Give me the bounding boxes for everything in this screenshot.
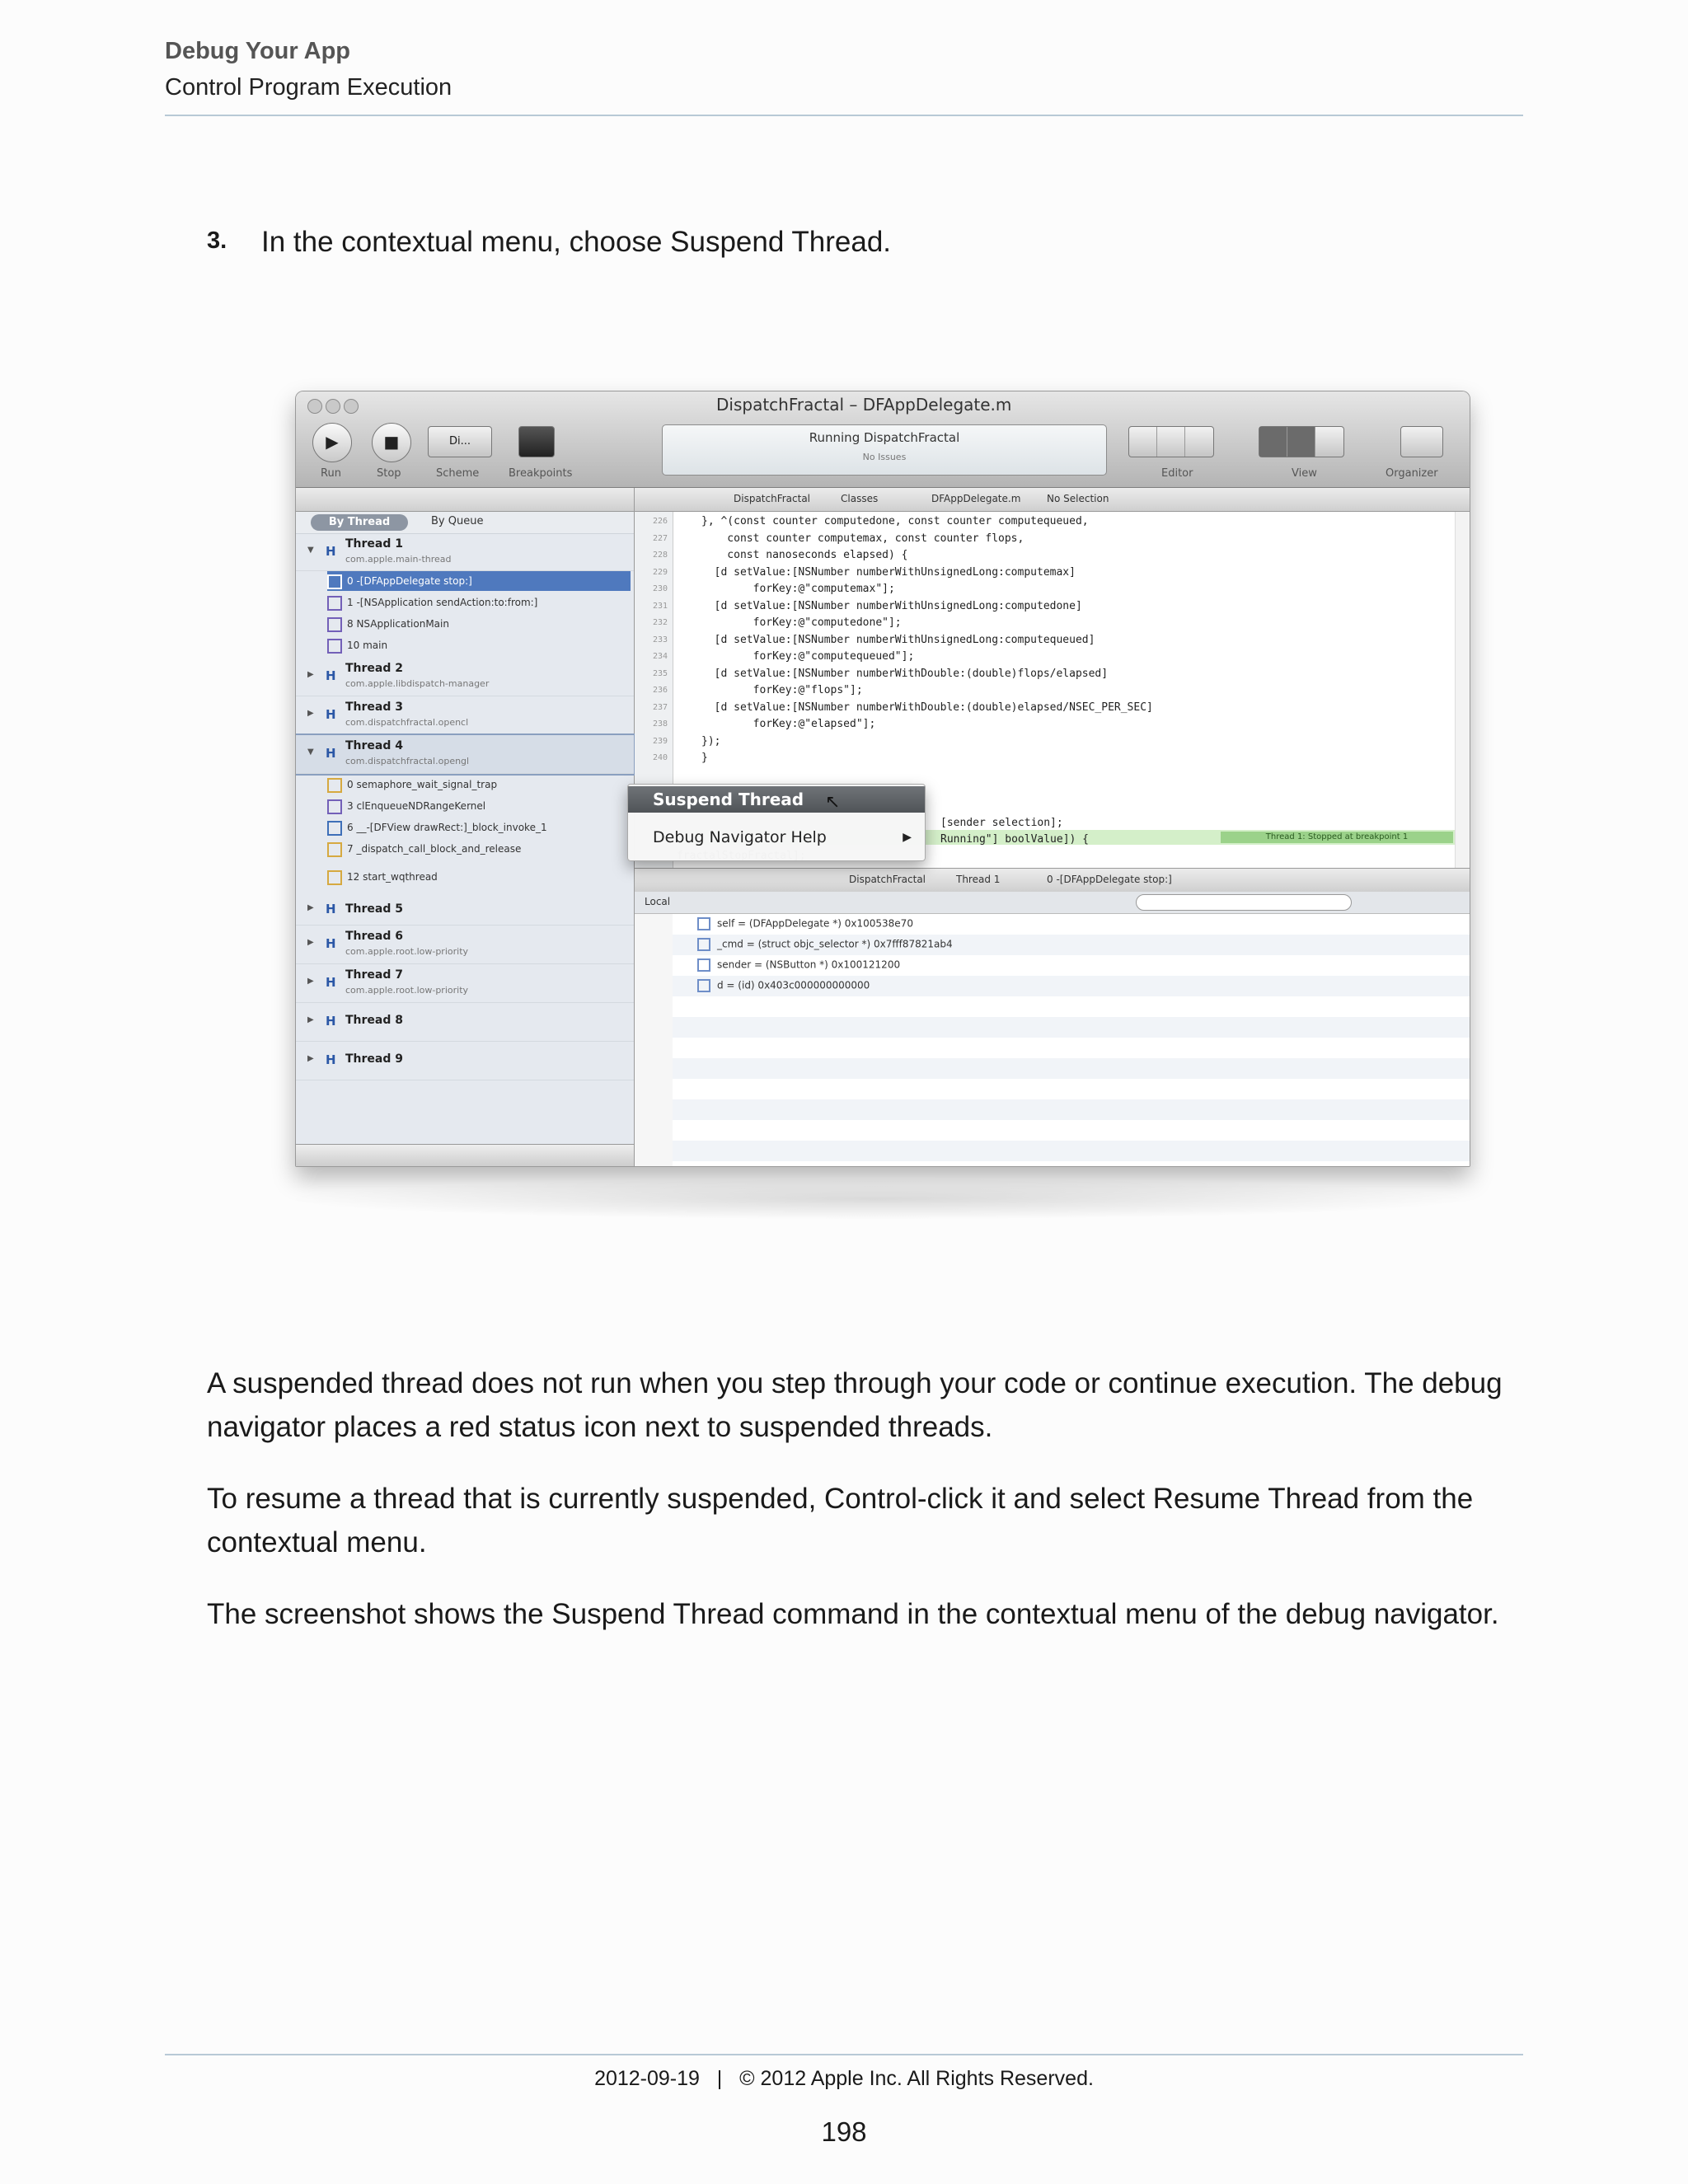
variable-row: d = (id) 0x403c000000000000 [697, 979, 870, 992]
line-number: 238 [652, 719, 668, 729]
breakpoint-status-tag: Thread 1: Stopped at breakpoint 1 [1221, 832, 1453, 843]
thread-row: ▶ H Thread 6 com.apple.root.low-priority [296, 926, 634, 964]
code-line: [d setValue:[NSNumber numberWithUnsignedLong:computedone] [701, 599, 1082, 612]
scheme-label: Scheme [436, 467, 480, 480]
thread-icon: H [326, 936, 336, 951]
thread-row: ▶ H Thread 2 com.apple.libdispatch-manager [296, 658, 634, 696]
line-number: 237 [652, 702, 668, 712]
breakpoints-icon [518, 426, 555, 457]
step-number: 3. [207, 227, 227, 254]
editor-scrollbar [1455, 512, 1470, 868]
code-line: forKey:@"flops"]; [701, 684, 863, 696]
debug-navigator [296, 488, 635, 1166]
code-line: forKey:@"elapsed"]; [701, 718, 876, 730]
thread-queue: com.apple.main-thread [345, 554, 452, 565]
stack-frame: 1 -[NSApplication sendAction:to:from:] [327, 593, 631, 612]
running-header-title: Debug Your App [165, 38, 351, 64]
thread-icon: H [326, 902, 336, 916]
footer-copyright: © 2012 Apple Inc. All Rights Reserved. [739, 2067, 1094, 2090]
line-number: 232 [652, 618, 668, 627]
stack-frame: 0 semaphore_wait_signal_trap [327, 775, 631, 794]
code-line: [d setValue:[NSNumber numberWithUnsignedLong:computemax] [701, 565, 1076, 579]
thread-icon: H [326, 707, 336, 722]
breakpoints-label: Breakpoints [509, 467, 573, 480]
stack-frame: 6 __-[DFView drawRect:]_block_invoke_1 [327, 818, 631, 837]
variable-row: _cmd = (struct objc_selector *) 0x7fff87821ab4 [697, 938, 953, 951]
line-number: 231 [652, 601, 668, 611]
step-text: In the contextual menu, choose Suspend Thread. [261, 226, 892, 258]
running-header-subtitle: Control Program Execution [165, 74, 452, 101]
line-number: 228 [652, 551, 668, 560]
line-number: 234 [652, 652, 668, 661]
line-number: 227 [652, 533, 668, 543]
stack-frame: 8 NSApplicationMain [327, 614, 631, 634]
line-number: 235 [652, 668, 668, 678]
editor-segmented-control [1128, 426, 1214, 457]
code-line: }, ^(const counter computedone, const counter computequeued, [701, 515, 1089, 527]
thread-icon: H [326, 668, 336, 683]
by-queue-toggle: By Queue [431, 515, 484, 527]
footer-separator: | [716, 2067, 723, 2090]
activity-status: Running DispatchFractal [809, 430, 960, 445]
variables-scope: Local [645, 896, 671, 907]
organizer-icon [1400, 426, 1443, 457]
thread-row: ▶ H Thread 9 [296, 1042, 634, 1080]
line-number: 239 [652, 736, 668, 746]
navigator-filter-bar [296, 512, 634, 534]
scheme-popup: Di... [428, 426, 492, 457]
figure-shadow [280, 1179, 1475, 1220]
line-number: 233 [652, 635, 668, 644]
code-line: } [701, 752, 708, 764]
code-line: [sender selection]; [940, 817, 1063, 829]
header-rule [165, 115, 1523, 116]
code-line: const nanoseconds elapsed) { [701, 549, 908, 561]
submenu-arrow-icon: ▶ [903, 831, 912, 844]
variables-search-field [1136, 894, 1352, 911]
thread-icon: H [326, 1052, 336, 1067]
disclosure-triangle-icon: ▼ [307, 546, 314, 555]
footer [0, 2067, 1688, 2091]
window-toolbar [296, 391, 1470, 488]
code-line: [d setValue:[NSNumber numberWithDouble:(double)elapsed/NSEC_PER_SEC] [701, 701, 1153, 714]
page-number: 198 [821, 2116, 867, 2147]
xcode-window-screenshot [295, 391, 1470, 1167]
footer-date: 2012-09-19 [594, 2067, 700, 2090]
thread-icon: H [326, 1014, 336, 1029]
variables-view-bar [635, 892, 1470, 914]
thread-icon: H [326, 544, 336, 559]
code-line: }); [701, 734, 721, 748]
by-thread-toggle: By Thread [311, 514, 408, 531]
zoom-light [344, 399, 359, 414]
code-line: forKey:@"computedone"]; [701, 616, 902, 629]
code-line: [d setValue:[NSNumber numberWithUnsignedLong:computequeued] [701, 633, 1095, 646]
stop-icon: ■ [372, 423, 411, 462]
line-number: 236 [652, 686, 668, 695]
view-label: View [1292, 467, 1317, 480]
variable-row: sender = (NSButton *) 0x100121200 [697, 958, 900, 972]
jump-bar: DispatchFractal Classes DFAppDelegate.m No Selection [635, 488, 1470, 512]
navigator-tab-bar [296, 488, 634, 512]
thread-icon: H [326, 746, 336, 761]
stack-frame: 12 start_wqthread [327, 867, 631, 887]
variable-row: self = (DFAppDelegate *) 0x100538e70 [697, 917, 913, 930]
footer-rule [165, 2054, 1523, 2055]
organizer-label: Organizer [1386, 467, 1438, 480]
debug-bar: DispatchFractal Thread 1 0 -[DFAppDelegate stop:] [635, 868, 1470, 893]
thread-row: ▶ H Thread 5 [296, 895, 634, 926]
stack-frame: 3 clEnqueueNDRangeKernel [327, 796, 631, 816]
close-light [307, 399, 322, 414]
run-label: Run [321, 467, 341, 480]
stack-frame: 0 -[DFAppDelegate stop:] [327, 571, 631, 591]
thread-name: Thread 1 [345, 537, 403, 551]
stack-frame: 10 main [327, 635, 631, 655]
thread-row [296, 534, 634, 571]
activity-viewer [662, 424, 1107, 476]
activity-issues: No Issues [862, 452, 907, 462]
thread-row-selected: ▼ H Thread 4 com.dispatchfractal.opengl [296, 735, 634, 774]
stop-label: Stop [377, 467, 401, 480]
stack-frame: 7 _dispatch_call_block_and_release [327, 839, 631, 859]
line-number: 226 [652, 517, 668, 526]
minimize-light [326, 399, 340, 414]
line-number: 229 [652, 567, 668, 577]
thread-icon: H [326, 975, 336, 990]
code-line: const counter computemax, const counter flops, [701, 532, 1025, 545]
window-title: DispatchFractal – DFAppDelegate.m [716, 395, 1012, 415]
code-line: Running"] boolValue]) { [940, 833, 1090, 846]
run-icon: ▶ [312, 423, 352, 462]
body-paragraph: The screenshot shows the Suspend Thread command in the contextual menu of the debug navigator. [207, 1598, 1499, 1630]
variables-left-gutter [635, 914, 673, 1166]
thread-row: ▶ H Thread 8 [296, 1003, 634, 1042]
mouse-pointer-icon: ↖ [825, 792, 841, 813]
code-line: [d setValue:[NSNumber numberWithDouble:(double)flops/elapsed] [701, 667, 1109, 680]
body-paragraph: A suspended thread does not run when you step through your code or continue execution. The debug navigator places a red status icon next to suspended threads. [207, 1367, 1503, 1443]
code-line: forKey:@"computequeued"]; [701, 650, 915, 663]
navigator-bottom-bar [296, 1144, 634, 1166]
line-number: 230 [652, 584, 668, 593]
suspend-thread-menu-item: Suspend Thread [628, 786, 925, 813]
editor-label: Editor [1161, 467, 1193, 480]
view-segmented-control [1259, 426, 1344, 457]
thread-row: ▶ H Thread 7 com.apple.root.low-priority [296, 964, 634, 1003]
thread-row: ▶ H Thread 3 com.dispatchfractal.opencl [296, 696, 634, 735]
contextual-menu [627, 784, 926, 861]
code-line: forKey:@"computemax"]; [701, 583, 895, 595]
variables-view [673, 914, 1470, 1166]
body-paragraph: To resume a thread that is currently suspended, Control-click it and select Resume Thread from the contextual menu. [207, 1483, 1474, 1558]
line-number: 240 [652, 753, 668, 762]
debug-navigator-help-menu-item: Debug Navigator Help ▶ [628, 824, 925, 851]
